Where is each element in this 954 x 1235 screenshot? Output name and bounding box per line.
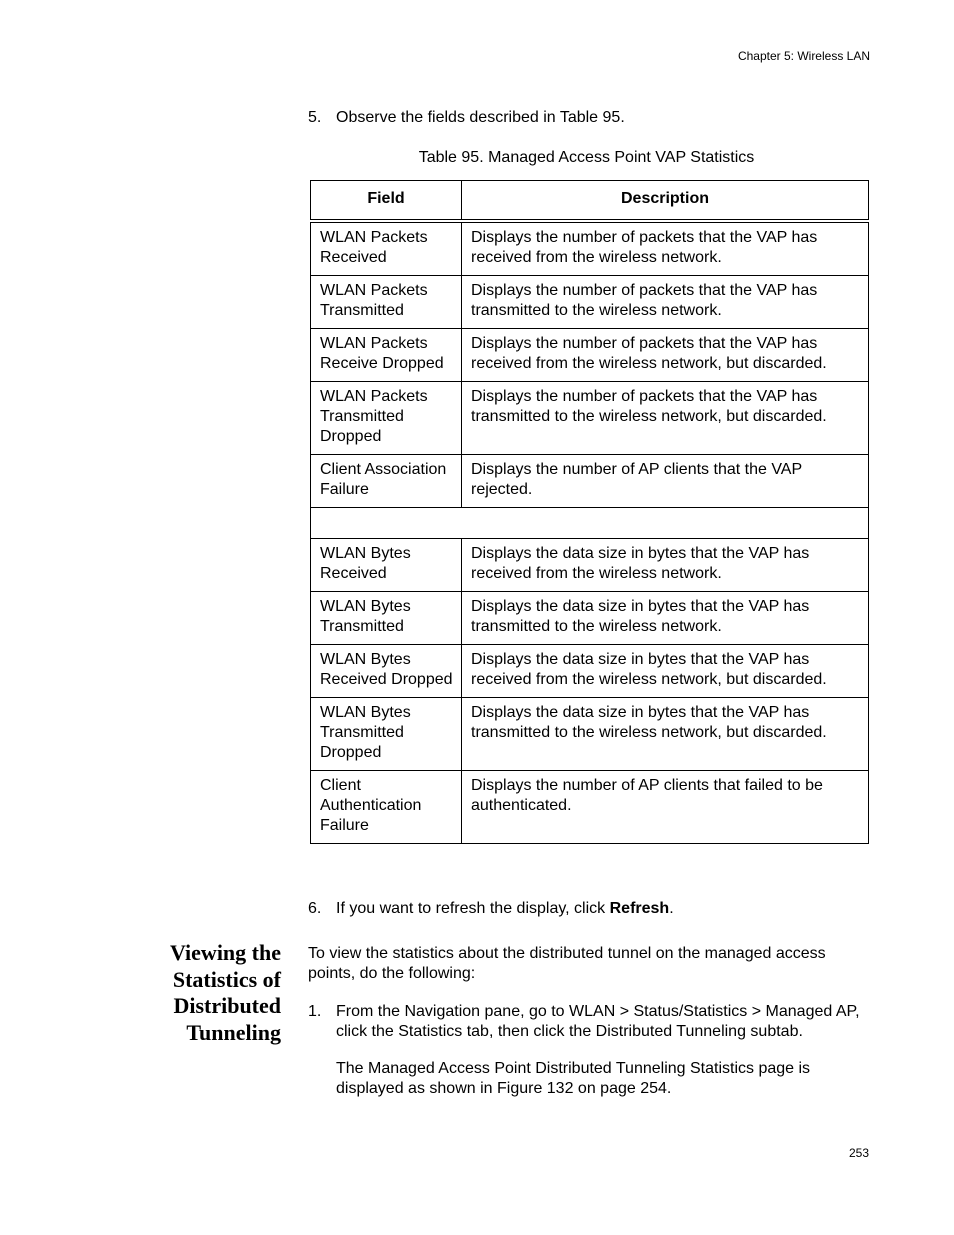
step-text-before: If you want to refresh the display, click	[336, 900, 610, 917]
vap-statistics-table	[310, 180, 869, 844]
table-row	[311, 329, 869, 382]
step-1	[308, 1002, 878, 1042]
table-row	[311, 276, 869, 329]
step-text: From the Navigation pane, go to WLAN > Status/Statistics > Managed AP, click the Statistics tab, then click the Distributed Tunneling subtab.	[336, 1003, 860, 1040]
step-1-followup: The Managed Access Point Distributed Tunneling Statistics page is displayed as shown in Figure 132 on page 254.	[336, 1060, 811, 1097]
field-cell: WLAN Bytes Transmitted	[311, 592, 462, 645]
description-cell: Displays the number of packets that the VAP has received from the wireless network, but discarded.	[462, 329, 869, 382]
field-cell: WLAN Bytes Received	[311, 539, 462, 592]
description-cell: Displays the number of packets that the VAP has transmitted to the wireless network, but discarded.	[462, 382, 869, 455]
heading-line: Tunneling	[186, 1019, 281, 1045]
field-cell: WLAN Packets Receive Dropped	[311, 329, 462, 382]
table-row	[311, 455, 869, 508]
step-text-after: .	[669, 900, 674, 917]
step-number: 6.	[308, 900, 322, 917]
description-cell: Displays the number of AP clients that the VAP rejected.	[462, 455, 869, 508]
field-cell: WLAN Packets Transmitted	[311, 276, 462, 329]
description-cell: Displays the data size in bytes that the VAP has transmitted to the wireless network.	[462, 592, 869, 645]
field-cell: WLAN Packets Transmitted Dropped	[311, 382, 462, 455]
description-cell: Displays the number of packets that the VAP has transmitted to the wireless network.	[462, 276, 869, 329]
table-caption: Table 95. Managed Access Point VAP Statistics	[418, 149, 755, 166]
section-intro: To view the statistics about the distributed tunnel on the managed access points, do the following:	[308, 945, 826, 982]
table-row	[311, 382, 869, 455]
step-6	[308, 899, 873, 919]
table-row	[311, 698, 869, 771]
field-cell: WLAN Bytes Received Dropped	[311, 645, 462, 698]
description-cell: Displays the data size in bytes that the VAP has received from the wireless network.	[462, 539, 869, 592]
description-cell: Displays the number of packets that the VAP has received from the wireless network.	[462, 221, 869, 276]
step-number: 5.	[308, 109, 322, 126]
step-text	[336, 899, 873, 919]
column-header-field: Field	[311, 181, 462, 222]
field-cell: WLAN Packets Received	[311, 221, 462, 276]
step-number: 1.	[308, 1003, 322, 1020]
table-spacer-row	[311, 508, 869, 539]
refresh-keyword: Refresh	[609, 900, 670, 917]
spacer-cell	[311, 508, 869, 539]
table-header-row	[311, 181, 869, 222]
step-5	[308, 108, 873, 128]
column-header-description: Description	[462, 181, 869, 222]
table-row	[311, 539, 869, 592]
heading-line: Viewing the	[169, 940, 281, 965]
heading-line: Distributed	[173, 993, 281, 1018]
table-row	[311, 221, 869, 276]
heading-line: Statistics of	[172, 966, 281, 992]
page-number: 253	[848, 1146, 869, 1160]
description-cell: Displays the data size in bytes that the VAP has received from the wireless network, but discarded.	[462, 645, 869, 698]
running-header: Chapter 5: Wireless LAN	[737, 49, 870, 63]
description-cell: Displays the data size in bytes that the VAP has transmitted to the wireless network, but discarded.	[462, 698, 869, 771]
step-text: Observe the fields described in Table 95.	[336, 109, 625, 126]
table-row	[311, 771, 869, 844]
table-row	[311, 592, 869, 645]
section-heading	[140, 940, 281, 1046]
field-cell: Client Association Failure	[311, 455, 462, 508]
field-cell: WLAN Bytes Transmitted Dropped	[311, 698, 462, 771]
description-cell: Displays the number of AP clients that failed to be authenticated.	[462, 771, 869, 844]
field-cell: Client Authentication Failure	[311, 771, 462, 844]
table-row	[311, 645, 869, 698]
